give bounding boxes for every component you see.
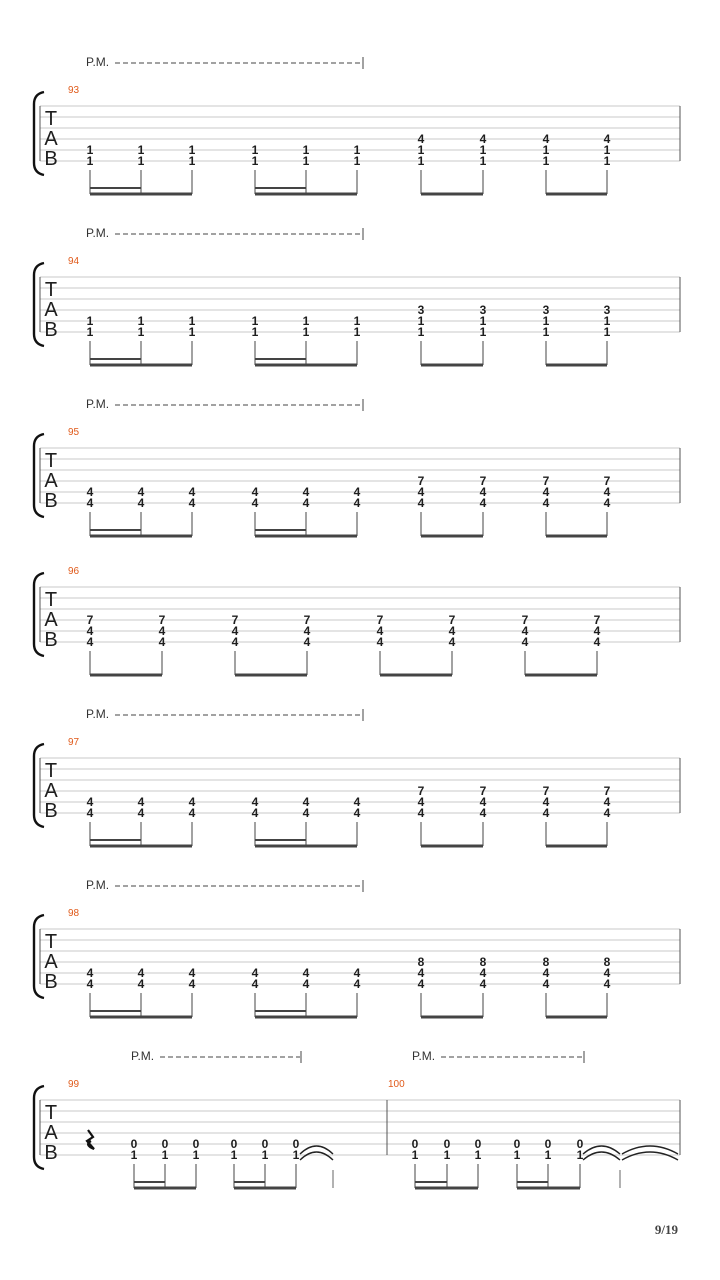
fret-number: 4 (251, 966, 259, 980)
tab-system (34, 226, 680, 365)
tab-system (34, 55, 680, 194)
fret-number: 4 (86, 635, 94, 649)
tab-clef-letter: T (44, 1102, 58, 1124)
fret-number: 4 (542, 806, 550, 820)
fret-number: 4 (376, 624, 384, 638)
fret-number: 4 (353, 966, 361, 980)
fret-number: 1 (302, 154, 310, 168)
fret-number: 4 (188, 485, 196, 499)
tab-system (34, 1049, 680, 1188)
fret-number: 4 (86, 795, 94, 809)
fret-number: 7 (86, 613, 94, 627)
fret-number: 7 (603, 784, 611, 798)
fret-number: 4 (479, 806, 487, 820)
tab-clef-letter: B (44, 148, 58, 170)
fret-number: 4 (593, 624, 601, 638)
fret-number: 1 (542, 314, 550, 328)
fret-number: 4 (188, 977, 196, 991)
palm-mute-label: P.M. (412, 1049, 436, 1063)
fret-number: 4 (603, 806, 611, 820)
fret-number: 4 (417, 806, 425, 820)
fret-number: 4 (251, 806, 259, 820)
fret-number: 4 (137, 496, 145, 510)
fret-number: 4 (448, 624, 456, 638)
fret-number: 4 (158, 624, 166, 638)
fret-number: 4 (479, 966, 487, 980)
fret-number: 7 (603, 474, 611, 488)
fret-number: 8 (603, 955, 611, 969)
fret-number: 4 (302, 977, 310, 991)
palm-mute-label: P.M. (86, 226, 110, 240)
fret-number: 7 (593, 613, 601, 627)
tab-clef-letter: A (44, 299, 58, 321)
fret-number: 4 (188, 496, 196, 510)
fret-number: 4 (158, 635, 166, 649)
tab-system (34, 878, 680, 1017)
fret-number: 4 (86, 485, 94, 499)
fret-number: 1 (353, 314, 361, 328)
fret-number: 4 (137, 977, 145, 991)
tab-clef-letter: A (44, 780, 58, 802)
fret-number: 4 (303, 635, 311, 649)
fret-number: 4 (86, 977, 94, 991)
fret-number: 4 (479, 795, 487, 809)
tab-clef-letter: B (44, 800, 58, 822)
tab-clef-letter: A (44, 609, 58, 631)
tab-clef-letter: T (44, 279, 58, 301)
fret-number: 4 (251, 485, 259, 499)
fret-number: 1 (603, 325, 611, 339)
fret-number: 1 (137, 325, 145, 339)
tie (583, 1146, 620, 1154)
fret-number: 4 (603, 485, 611, 499)
fret-number: 4 (417, 966, 425, 980)
fret-number: 1 (544, 1148, 552, 1162)
tab-system (34, 707, 680, 846)
fret-number: 1 (188, 154, 196, 168)
fret-number: 0 (513, 1137, 521, 1151)
fret-number: 1 (417, 325, 425, 339)
fret-number: 4 (448, 635, 456, 649)
fret-number: 4 (86, 496, 94, 510)
page-number: 9/19 (654, 1222, 678, 1237)
tab-system (34, 397, 680, 536)
measure-number: 93 (68, 85, 80, 96)
fret-number: 0 (192, 1137, 200, 1151)
fret-number: 1 (86, 154, 94, 168)
fret-number: 4 (353, 977, 361, 991)
fret-number: 8 (542, 955, 550, 969)
fret-number: 8 (479, 955, 487, 969)
fret-number: 4 (137, 806, 145, 820)
fret-number: 4 (603, 966, 611, 980)
fret-number: 3 (479, 303, 487, 317)
measure-number: 99 (68, 1079, 80, 1090)
fret-number: 4 (603, 977, 611, 991)
tie (300, 1152, 333, 1160)
system-bracket (34, 92, 44, 175)
measure-number: 96 (68, 566, 80, 577)
fret-number: 7 (417, 474, 425, 488)
fret-number: 7 (417, 784, 425, 798)
fret-number: 4 (302, 966, 310, 980)
palm-mute-label: P.M. (131, 1049, 155, 1063)
fret-number: 7 (542, 784, 550, 798)
fret-number: 4 (479, 485, 487, 499)
fret-number: 3 (417, 303, 425, 317)
fret-number: 0 (474, 1137, 482, 1151)
fret-number: 4 (86, 624, 94, 638)
fret-number: 7 (479, 784, 487, 798)
fret-number: 4 (479, 132, 487, 146)
fret-number: 4 (86, 966, 94, 980)
fret-number: 0 (411, 1137, 419, 1151)
tab-clef-letter: T (44, 931, 58, 953)
fret-number: 0 (576, 1137, 584, 1151)
tab-clef-letter: B (44, 629, 58, 651)
fret-number: 0 (130, 1137, 138, 1151)
fret-number: 1 (251, 154, 259, 168)
fret-number: 4 (353, 795, 361, 809)
fret-number: 1 (542, 143, 550, 157)
fret-number: 0 (443, 1137, 451, 1151)
fret-number: 4 (353, 485, 361, 499)
fret-number: 1 (192, 1148, 200, 1162)
tab-clef-letter: B (44, 971, 58, 993)
fret-number: 1 (479, 325, 487, 339)
fret-number: 4 (137, 795, 145, 809)
fret-number: 1 (353, 143, 361, 157)
fret-number: 4 (479, 977, 487, 991)
fret-number: 4 (251, 977, 259, 991)
tab-clef-letter: T (44, 760, 58, 782)
tab-clef-letter: A (44, 128, 58, 150)
palm-mute-label: P.M. (86, 397, 110, 411)
fret-number: 4 (417, 977, 425, 991)
fret-number: 1 (474, 1148, 482, 1162)
fret-number: 1 (86, 314, 94, 328)
fret-number: 4 (542, 132, 550, 146)
fret-number: 7 (158, 613, 166, 627)
fret-number: 3 (542, 303, 550, 317)
fret-number: 1 (137, 314, 145, 328)
fret-number: 4 (603, 496, 611, 510)
fret-number: 4 (542, 795, 550, 809)
fret-number: 7 (303, 613, 311, 627)
fret-number: 1 (261, 1148, 269, 1162)
tie (622, 1146, 678, 1154)
fret-number: 1 (353, 154, 361, 168)
fret-number: 1 (188, 314, 196, 328)
system-bracket (34, 744, 44, 827)
tab-system (34, 566, 680, 675)
tab-clef-letter: B (44, 319, 58, 341)
fret-number: 4 (231, 624, 239, 638)
fret-number: 4 (353, 806, 361, 820)
fret-number: 4 (376, 635, 384, 649)
fret-number: 4 (188, 795, 196, 809)
fret-number: 4 (542, 977, 550, 991)
tab-clef-letter: A (44, 470, 58, 492)
fret-number: 4 (353, 496, 361, 510)
fret-number: 4 (302, 795, 310, 809)
fret-number: 4 (417, 496, 425, 510)
fret-number: 1 (542, 325, 550, 339)
fret-number: 4 (542, 966, 550, 980)
tie (300, 1146, 333, 1154)
fret-number: 1 (417, 314, 425, 328)
fret-number: 4 (521, 624, 529, 638)
system-bracket (34, 263, 44, 346)
fret-number: 4 (479, 496, 487, 510)
fret-number: 1 (542, 154, 550, 168)
fret-number: 1 (353, 325, 361, 339)
measure-number: 98 (68, 908, 80, 919)
measure-number: 95 (68, 427, 80, 438)
fret-number: 4 (593, 635, 601, 649)
palm-mute-label: P.M. (86, 55, 110, 69)
fret-number: 0 (544, 1137, 552, 1151)
fret-number: 1 (161, 1148, 169, 1162)
measure-number: 94 (68, 256, 80, 267)
system-bracket (34, 573, 44, 656)
fret-number: 1 (251, 325, 259, 339)
fret-number: 4 (302, 496, 310, 510)
fret-number: 1 (603, 314, 611, 328)
fret-number: 8 (417, 955, 425, 969)
fret-number: 3 (603, 303, 611, 317)
fret-number: 1 (130, 1148, 138, 1162)
palm-mute-label: P.M. (86, 878, 110, 892)
fret-number: 4 (417, 485, 425, 499)
fret-number: 4 (521, 635, 529, 649)
fret-number: 1 (479, 154, 487, 168)
fret-number: 1 (188, 143, 196, 157)
tab-clef-letter: T (44, 450, 58, 472)
fret-number: 4 (137, 485, 145, 499)
fret-number: 7 (542, 474, 550, 488)
tie (622, 1152, 678, 1160)
fret-number: 0 (230, 1137, 238, 1151)
fret-number: 4 (302, 806, 310, 820)
tab-clef-letter: A (44, 951, 58, 973)
fret-number: 1 (302, 314, 310, 328)
fret-number: 7 (521, 613, 529, 627)
fret-number: 4 (251, 496, 259, 510)
fret-number: 1 (137, 154, 145, 168)
fret-number: 4 (542, 485, 550, 499)
fret-number: 4 (603, 132, 611, 146)
palm-mute-label: P.M. (86, 707, 110, 721)
fret-number: 4 (303, 624, 311, 638)
fret-number: 0 (261, 1137, 269, 1151)
tab-clef-letter: A (44, 1122, 58, 1144)
fret-number: 1 (86, 325, 94, 339)
fret-number: 4 (188, 966, 196, 980)
system-bracket (34, 1086, 44, 1169)
tie (583, 1152, 620, 1160)
system-bracket (34, 915, 44, 998)
fret-number: 1 (417, 154, 425, 168)
fret-number: 0 (292, 1137, 300, 1151)
fret-number: 4 (231, 635, 239, 649)
fret-number: 4 (603, 795, 611, 809)
fret-number: 1 (443, 1148, 451, 1162)
fret-number: 0 (161, 1137, 169, 1151)
fret-number: 1 (479, 314, 487, 328)
fret-number: 1 (302, 325, 310, 339)
fret-number: 4 (188, 806, 196, 820)
fret-number: 1 (576, 1148, 584, 1162)
tab-clef-letter: B (44, 1142, 58, 1164)
measure-number: 100 (388, 1079, 405, 1090)
fret-number: 7 (448, 613, 456, 627)
fret-number: 4 (417, 795, 425, 809)
fret-number: 4 (542, 496, 550, 510)
tab-clef-letter: T (44, 108, 58, 130)
fret-number: 7 (479, 474, 487, 488)
fret-number: 1 (86, 143, 94, 157)
fret-number: 1 (302, 143, 310, 157)
fret-number: 7 (231, 613, 239, 627)
fret-number: 1 (230, 1148, 238, 1162)
system-bracket (34, 434, 44, 517)
fret-number: 1 (417, 143, 425, 157)
fret-number: 1 (188, 325, 196, 339)
fret-number: 1 (603, 154, 611, 168)
fret-number: 1 (292, 1148, 300, 1162)
fret-number: 4 (417, 132, 425, 146)
tab-clef-letter: B (44, 490, 58, 512)
fret-number: 1 (411, 1148, 419, 1162)
fret-number: 1 (251, 314, 259, 328)
measure-number: 97 (68, 737, 80, 748)
fret-number: 1 (603, 143, 611, 157)
fret-number: 4 (251, 795, 259, 809)
fret-number: 7 (376, 613, 384, 627)
fret-number: 4 (86, 806, 94, 820)
fret-number: 4 (137, 966, 145, 980)
fret-number: 1 (513, 1148, 521, 1162)
fret-number: 1 (137, 143, 145, 157)
fret-number: 1 (251, 143, 259, 157)
fret-number: 4 (302, 485, 310, 499)
fret-number: 1 (479, 143, 487, 157)
tab-clef-letter: T (44, 589, 58, 611)
